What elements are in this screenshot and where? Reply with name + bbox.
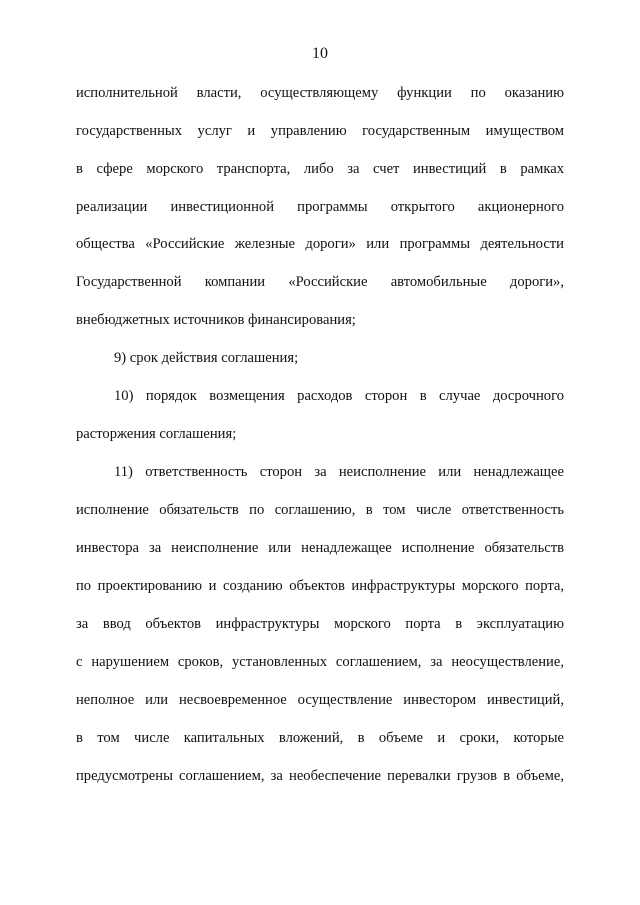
paragraph-1-line-7: внебюджетных источников финансирования; — [76, 312, 356, 328]
page-number: 10 — [312, 45, 328, 62]
item-10-line-1: 10) порядок возмещения расходов сторон в случае досрочного — [114, 388, 564, 404]
item-10-line-2: расторжения соглашения; — [76, 426, 237, 442]
item-11-line-9: предусмотрены соглашением, за необеспечение перевалки грузов в объеме, — [76, 768, 564, 784]
item-11-line-7: неполное или несвоевременное осуществление инвестором инвестиций, — [76, 692, 564, 708]
item-9-line-1: 9) срок действия соглашения; — [114, 350, 299, 366]
item-11-line-4: по проектированию и созданию объектов инфраструктуры морского порта, — [76, 578, 564, 594]
item-11-line-1: 11) ответственность сторон за неисполнение или ненадлежащее — [114, 464, 564, 480]
item-11-line-2: исполнение обязательств по соглашению, в том числе ответственность — [76, 502, 564, 518]
paragraph-1-line-1: исполнительной власти, осуществляющему функции по оказанию — [76, 85, 564, 101]
paragraph-1-line-4: реализации инвестиционной программы открытого акционерного — [76, 199, 564, 215]
paragraph-1-line-6: Государственной компании «Российские автомобильные дороги», — [76, 274, 564, 290]
item-11-line-5: за ввод объектов инфраструктуры морского порта в эксплуатацию — [76, 616, 564, 632]
item-11-line-8: в том числе капитальных вложений, в объеме и сроки, которые — [76, 730, 564, 746]
item-11-line-6: с нарушением сроков, установленных соглашением, за неосуществление, — [76, 654, 564, 670]
paragraph-1-line-3: в сфере морского транспорта, либо за счет инвестиций в рамках — [76, 161, 564, 177]
paragraph-1-line-5: общества «Российские железные дороги» или программы деятельности — [76, 236, 564, 252]
paragraph-1-line-2: государственных услуг и управлению государственным имуществом — [76, 123, 564, 139]
item-11-line-3: инвестора за неисполнение или ненадлежащее исполнение обязательств — [76, 540, 564, 556]
